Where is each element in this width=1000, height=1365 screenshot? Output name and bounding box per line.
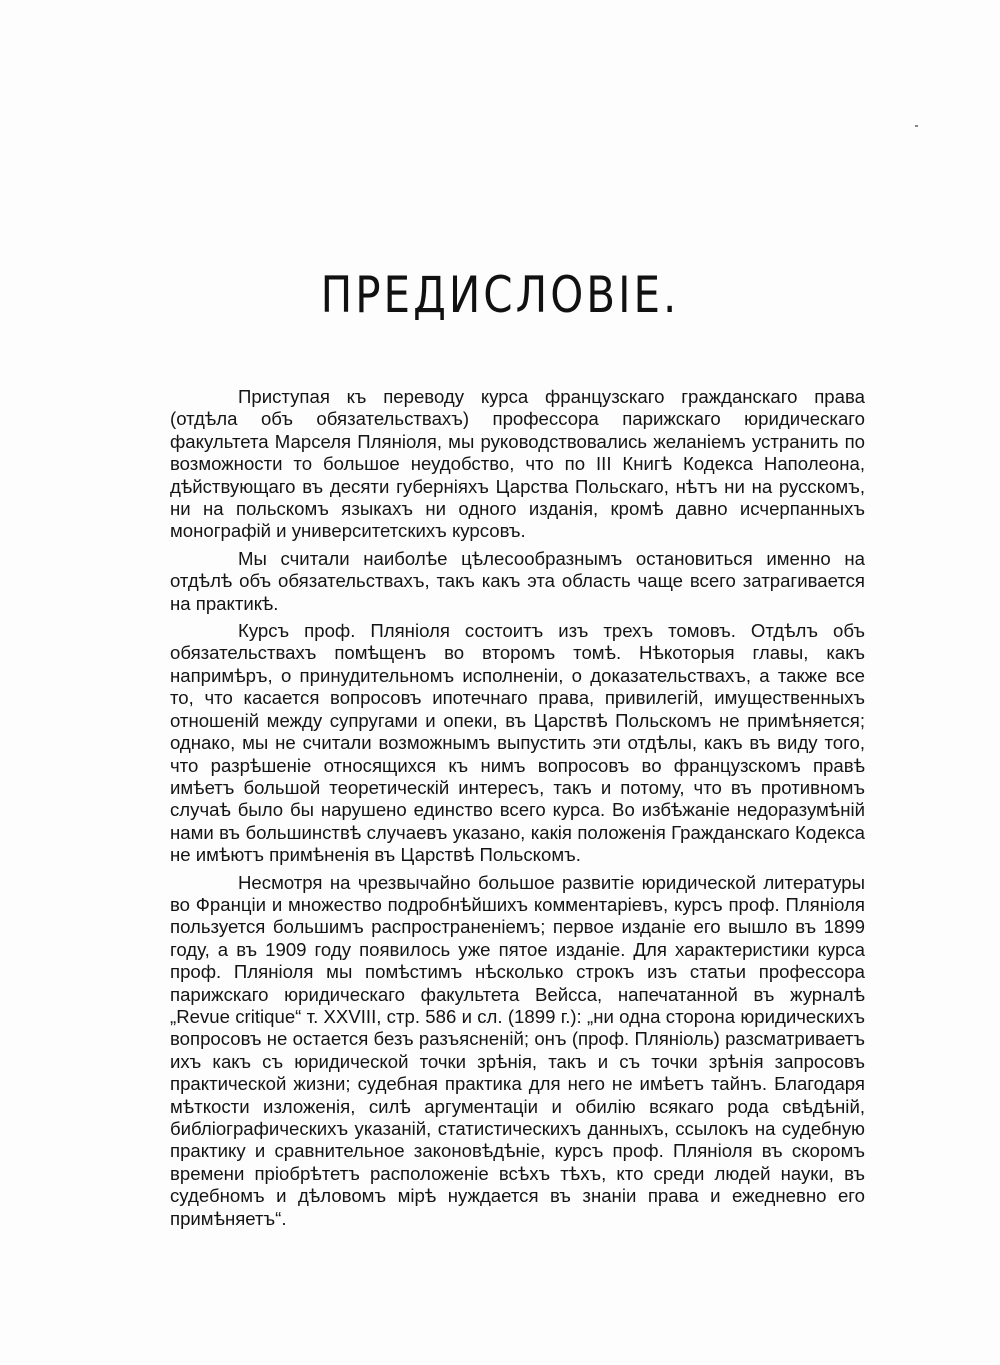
paragraph-2: Мы считали наиболѣе цѣлесообразнымъ остановиться именно на отдѣлѣ объ обязательствахъ, такъ какъ эта область чаще всего затрагивается на практикѣ. — [170, 547, 865, 614]
paragraph-3: Курсъ проф. Пляніоля состоитъ изъ трехъ томовъ. Отдѣлъ объ обязательствахъ помѣщенъ во второмъ томѣ. Нѣкоторыя главы, какъ напримѣръ, о принудительномъ исполненіи, о доказательствахъ, а также все то, что касается вопросовъ ипотечнаго права, привилегій, имущественныхъ отношеній между супругами и опеки, въ Царствѣ Польскомъ не примѣняется; однако, мы не считали возможнымъ выпустить эти отдѣлы, какъ въ виду того, что разрѣшеніе относящихся къ нимъ вопросовъ во французскомъ правѣ имѣетъ большой теоретическій интересъ, такъ и потому, что въ противномъ случаѣ было бы нарушено единство всего курса. Во избѣжаніе недоразумѣній нами въ большинствѣ случаевъ указано, какія положенія Гражданскаго Кодекса не имѣютъ примѣненія въ Царствѣ Польскомъ. — [170, 620, 865, 866]
paragraph-4: Несмотря на чрезвычайно большое развитіе юридической литературы во Франціи и множество подробнѣйшихъ комментаріевъ, курсъ проф. Пляніоля пользуется большимъ распространеніемъ; первое изданіе его вышло въ 1899 году, а въ 1909 году появилось уже пятое изданіе. Для характеристики курса проф. Пляніоля мы помѣстимъ нѣсколько строкъ изъ статьи профессора парижскаго юридическаго факультета Вейсса, напечатанной въ журналѣ „Revue critique“ т. XXVIII, стр. 586 и сл. (1899 г.): „ни одна сторона юридическихъ вопросовъ не остается безъ разъясненій; онъ (проф. Пляніоль) разсматриваетъ ихъ какъ съ юридической точки зрѣнія, такъ и съ точки зрѣнія запросовъ практической жизни; судебная практика для него не имѣетъ тайнъ. Благодаря мѣткости изложенія, силѣ аргументаціи и обилію всякаго рода свѣдѣній, библіографическихъ указаній, статистическихъ данныхъ, ссылокъ на судебную практику и сравнительное законовѣдѣніе, курсъ проф. Пляніоля въ скоромъ времени пріобрѣтетъ расположеніе всѣхъ тѣхъ, кто среди людей науки, въ судебномъ и дѣловомъ мірѣ нуждается въ знаніи права и ежедневно его примѣняетъ“. — [170, 871, 865, 1229]
body-text — [170, 386, 865, 1230]
print-speck — [915, 125, 918, 127]
page-title: ПРЕДИСЛОВІЕ. — [320, 266, 680, 324]
paragraph-1: Приступая къ переводу курса французскаго гражданскаго права (отдѣла объ обязательствахъ) профессора парижскаго юридическаго факультета Марселя Пляніоля, мы руководствовались желаніемъ устранить по возможности то большое неудобство, что по III Книгѣ Кодекса Наполеона, дѣйствующаго въ десяти губерніяхъ Царства Польскаго, нѣтъ ни на русскомъ, ни на польскомъ языкахъ ни одного изданія, кромѣ давно исчерпанныхъ монографій и университетскихъ курсовъ. — [170, 386, 865, 542]
